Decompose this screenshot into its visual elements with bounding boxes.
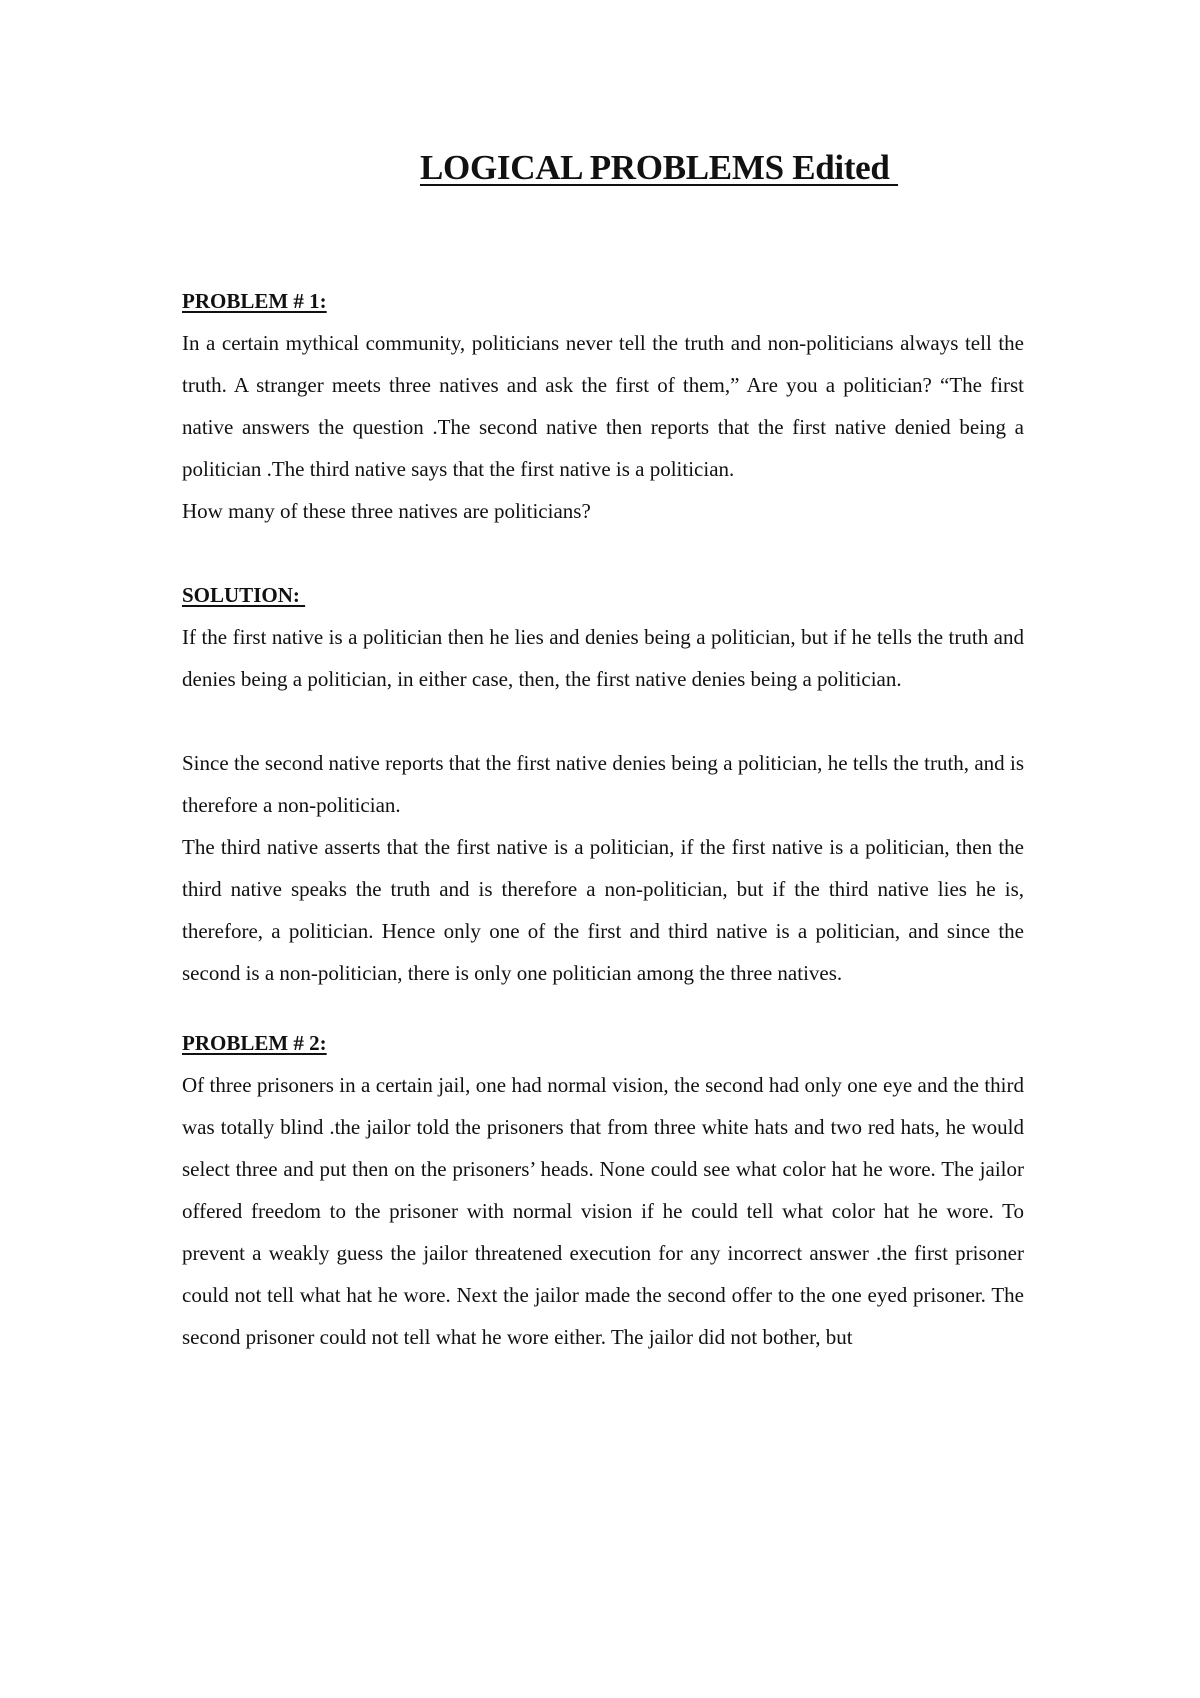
solution-1-paragraph-2: Since the second native reports that the first native denies being a politician, he tells the truth, and is therefore a non-politician. [182, 751, 1024, 817]
solution-1-paragraph-1: If the first native is a politician then he lies and denies being a politician, but if he tells the truth and denies being a politician, in either case, then, the first native denies being a politician. [182, 625, 1024, 691]
solution-1-paragraph-3: The third native asserts that the first native is a politician, if the first native is a politician, then the third native speaks the truth and is therefore a non-politician, but if the third native lies he is, therefore, a politician. Hence only one of the first and third native is a politician, and since the second is a non-politician, there is only one politician among the three natives. [182, 835, 1024, 985]
problem-2-heading: PROBLEM # 2: [182, 1031, 327, 1055]
spacer [182, 994, 1024, 1022]
problem-1-heading: PROBLEM # 1: [182, 289, 327, 313]
document-body [182, 280, 1024, 1358]
problem-2-paragraph: Of three prisoners in a certain jail, one had normal vision, the second had only one eye and the third was totally blind .the jailor told the prisoners that from three white hats and two red hats, he would select three and put then on the prisoners’ heads. None could see what color hat he wore. The jailor offered freedom to the prisoner with normal vision if he could tell what color hat he wore. To prevent a weakly guess the jailor threatened execution for any incorrect answer .the first prisoner could not tell what hat he wore. Next the jailor made the second offer to the one eyed prisoner. The second prisoner could not tell what he wore either. The jailor did not bother, but [182, 1073, 1024, 1349]
problem-1-question: How many of these three natives are politicians? [182, 499, 591, 523]
problem-1-paragraph: In a certain mythical community, politicians never tell the truth and non-politicians always tell the truth. A stranger meets three natives and ask the first of them,” Are you a politician? “The first native answers the question .The second native then reports that the first native denied being a politician .The third native says that the first native is a politician. [182, 331, 1024, 481]
solution-1-heading: SOLUTION: [182, 583, 306, 607]
spacer [182, 700, 1024, 742]
spacer [182, 532, 1024, 574]
document-title: LOGICAL PROBLEMS Edited [420, 148, 899, 187]
